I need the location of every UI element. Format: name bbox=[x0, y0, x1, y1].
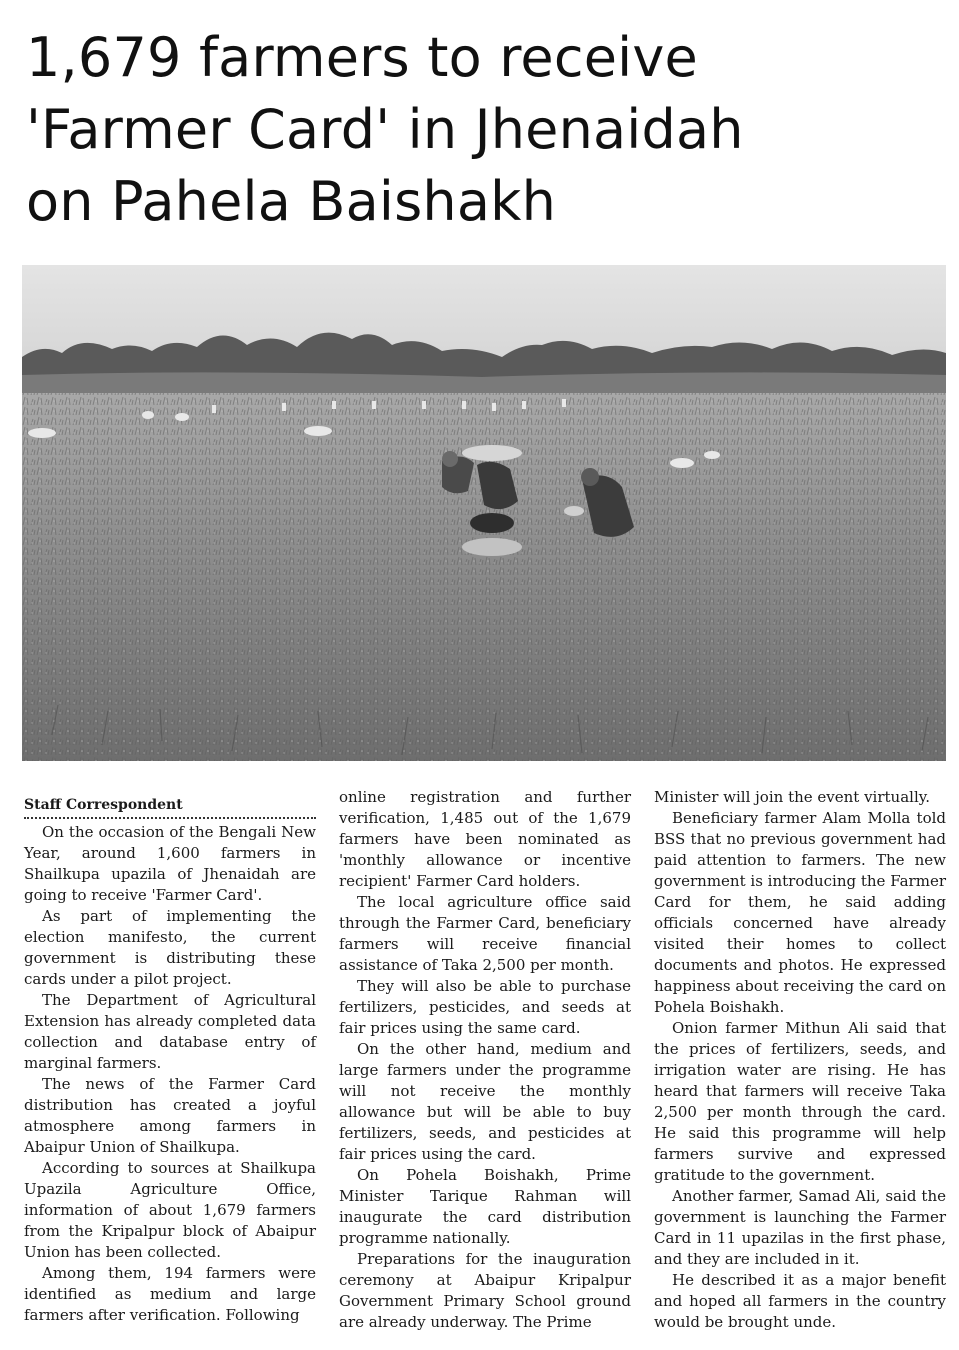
article-column-1 bbox=[24, 787, 316, 1326]
paragraph: He described it as a major benefit and hoped all farmers in the country would be brought unde. bbox=[654, 1271, 946, 1331]
paragraph: According to sources at Shailkupa Upazila Agriculture Office, information of about 1,679 farmers from the Kripalpur block of Abaipur Union has been collected. bbox=[24, 1159, 316, 1261]
paragraph-continued: online registration and further verification, 1,485 out of the 1,679 farmers have been nominated as 'monthly allowance or incentive recipient' Farmer Card holders. bbox=[339, 788, 631, 890]
paragraph: Another farmer, Samad Ali, said the government is launching the Farmer Card in 11 upazilas in the first phase, and they are included in it. bbox=[654, 1187, 946, 1268]
paragraph: Among them, 194 farmers were identified as medium and large farmers after verification. Following bbox=[24, 1264, 316, 1324]
paragraph: As part of implementing the election manifesto, the current government is distributing these cards under a pilot project. bbox=[24, 907, 316, 988]
paragraph: The Department of Agricultural Extension has already completed data collection and database entry of marginal farmers. bbox=[24, 991, 316, 1072]
article-column-2 bbox=[339, 787, 631, 1333]
paragraph: Beneficiary farmer Alam Molla told BSS that no previous government had paid attention to farmers. The new government is introducing the Farmer Card for them, he said adding officials concerned have already visited their homes to collect documents and photos. He expressed happiness about receiving the card on Pohela Boishakh. bbox=[654, 809, 946, 1016]
paragraph-continued: Minister will join the event virtually. bbox=[654, 788, 930, 806]
paragraph: On the other hand, medium and large farmers under the programme will not receive the monthly allowance but will be able to buy fertilizers, seeds, and pesticides at fair prices using the card. bbox=[339, 1040, 631, 1163]
paragraph: Onion farmer Mithun Ali said that the prices of fertilizers, seeds, and irrigation water are rising. He has heard that farmers will receive Taka 2,500 per month through the card. He said this programme will help farmers survive and expressed gratitude to the government. bbox=[654, 1019, 946, 1184]
paragraph: The local agriculture office said through the Farmer Card, beneficiary farmers will receive financial assistance of Taka 2,500 per month. bbox=[339, 893, 631, 974]
headline-line-2: 'Farmer Card' in Jhenaidah bbox=[26, 98, 744, 161]
headline-line-3: on Pahela Baishakh bbox=[26, 170, 557, 233]
headline bbox=[26, 22, 936, 238]
paragraph: The news of the Farmer Card distribution has created a joyful atmosphere among farmers in Abaipur Union of Shailkupa. bbox=[24, 1075, 316, 1156]
paragraph: They will also be able to purchase fertilizers, pesticides, and seeds at fair prices using the same card. bbox=[339, 977, 631, 1037]
paragraph: On Pohela Boishakh, Prime Minister Tarique Rahman will inaugurate the card distribution programme nationally. bbox=[339, 1166, 631, 1247]
photo-illustration bbox=[22, 265, 946, 761]
paragraph: Preparations for the inauguration ceremony at Abaipur Kripalpur Government Primary School ground are already underway. The Prime bbox=[339, 1250, 631, 1331]
headline-line-1: 1,679 farmers to receive bbox=[26, 26, 698, 89]
photo-farmers-field bbox=[22, 265, 946, 761]
article-column-3 bbox=[654, 787, 946, 1333]
byline: Staff Correspondent bbox=[24, 795, 316, 819]
paragraph: On the occasion of the Bengali New Year, around 1,600 farmers in Shailkupa upazila of Jhenaidah are going to receive 'Farmer Card'. bbox=[24, 823, 316, 904]
